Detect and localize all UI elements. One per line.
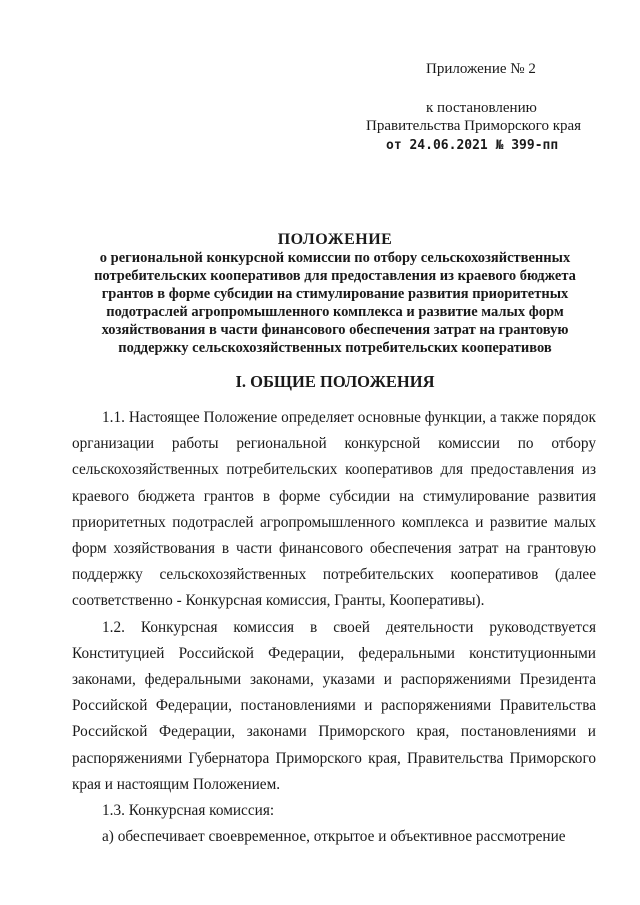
section-body	[72, 405, 596, 850]
paragraph-1-1: 1.1. Настоящее Положение определяет основные функции, а также порядок организации работы региональной конкурсной комиссии по отбору сельскохозяйственных потребительских кооперативов для предоставления из краевого бюджета грантов в форме субсидии на стимулирование развития приоритетных подотраслей агропромышленного комплекса и развитие малых форм хозяйствования в части финансового обеспечения затрат на грантовую поддержку сельскохозяйственных потребительских кооперативов (далее соответственно - Конкурсная комиссия, Гранты, Кооперативы).	[72, 409, 596, 610]
paragraph-1-3: 1.3. Конкурсная комиссия:	[102, 802, 275, 820]
section-heading: I. ОБЩИЕ ПОЛОЖЕНИЯ	[235, 372, 435, 391]
resolution-date-number: от 24.06.2021 № 399-пп	[386, 138, 559, 153]
subtitle-line: подотраслей агропромышленного комплекса и развитие малых форм	[106, 304, 564, 320]
to-resolution-text: к постановлению	[426, 100, 537, 116]
title-subtitle	[60, 249, 610, 357]
paragraph-1-2: 1.2. Конкурсная комиссия в своей деятельности руководствуется Конституцией Российской Федерации, федеральными конституционными законами, федеральными законами, указами и распоряжениями Президента Российской Федерации, постановлениями и распоряжениями Правительства Российской Федерации, законами Приморского края, постановлениями и распоряжениями Губернатора Приморского края, Правительства Приморского края и настоящим Положением.	[72, 618, 596, 793]
government-text: Правительства Приморского края	[366, 118, 582, 134]
title-main: ПОЛОЖЕНИЕ	[277, 231, 393, 248]
paragraph-1-3-a: а) обеспечивает своевременное, открытое и объективное рассмотрение	[102, 828, 566, 846]
subtitle-line: о региональной конкурсной комиссии по отбору сельскохозяйственных	[99, 250, 571, 266]
resolution-header	[366, 99, 606, 155]
appendix-label: Приложение № 2	[426, 61, 536, 77]
subtitle-line: грантов в форме субсидии на стимулирование развития приоритетных	[101, 286, 569, 302]
document-title	[60, 230, 610, 357]
subtitle-line: потребительских кооперативов для предоставления из краевого бюджета	[94, 268, 576, 284]
subtitle-line: поддержку сельскохозяйственных потребительских кооперативов	[118, 340, 552, 356]
subtitle-line: хозяйствования в части финансового обеспечения затрат на грантовую	[101, 322, 569, 338]
